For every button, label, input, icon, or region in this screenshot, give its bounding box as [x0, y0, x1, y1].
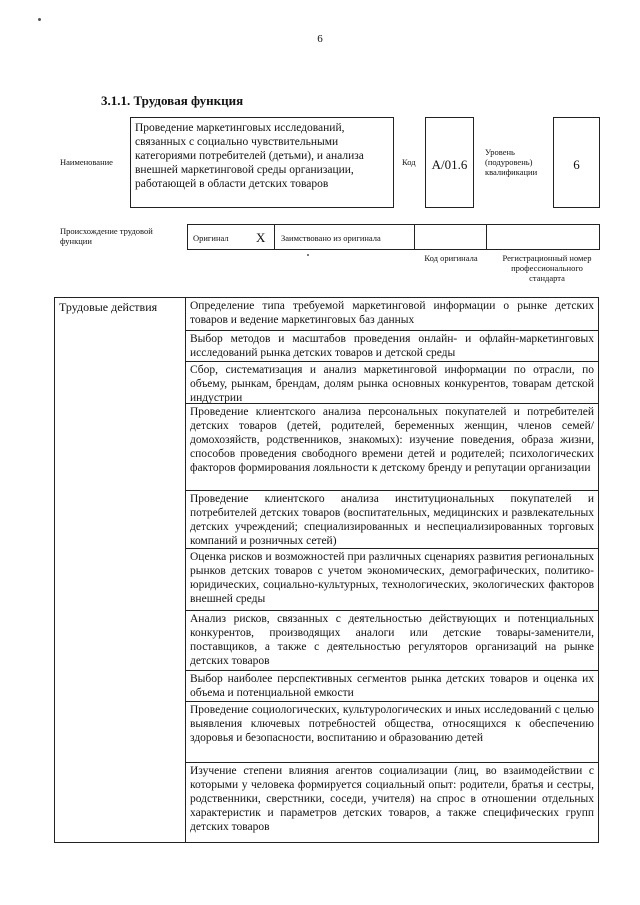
borrowed-label: Заимствовано из оригинала	[281, 233, 381, 243]
section-title: 3.1.1. Трудовая функция	[101, 93, 244, 108]
labor-action-item: Проведение клиентского анализа институциональных покупателей и потребителей детских товаров (воспитательных, медицинских и развлекательных детских учреждений; специализированных и неспециализированных торговых компаний и розничных сетей)	[186, 490, 598, 548]
level-label: Уровень (подуровень) квалификации	[485, 147, 538, 177]
labor-action-item: Сбор, систематизация и анализ маркетинговой информации по отрасли, по объему, рынкам, брендам, долям рынка основных конкурентов, товарам детской индустрии	[186, 361, 598, 403]
origin-label: Происхождение трудовой функции	[60, 226, 153, 246]
labor-actions-table	[54, 297, 599, 843]
original-mark: X	[256, 230, 266, 245]
original-box	[187, 224, 275, 250]
labor-action-item: Анализ рисков, связанных с деятельностью действующих и потенциальных конкурентов, производящих аналоги или детские товары-заменители, поставщиков, а также с деятельностью регуляторов организаций на рынке детских товаров	[186, 610, 598, 670]
borrowed-box	[274, 224, 415, 250]
labor-action-item: Оценка рисков и возможностей при различных сценариях развития региональных рынков детских товаров с учетом экономических, демографических, политико-юридических, социально-культурных, технологических, экологических факторов внешней среды	[186, 548, 598, 610]
reg-number-label: Регистрационный номер профессионального стандарта	[502, 253, 592, 283]
labor-action-item: Проведение клиентского анализа персональных покупателей и потребителей детских товаров (детей, родителей, беременных женщин, членов семей/домохозяйств, родственников, знакомых): изучение поведения, образа жизни, способов проведения свободного времени детей и родителей; психологических факторов формирования лояльности к детскому бренду и репутации организации	[186, 403, 598, 490]
original-label: Оригинал	[193, 233, 229, 243]
labor-action-item: Определение типа требуемой маркетинговой информации о рынке детских товаров и ведение маркетинговых баз данных	[190, 300, 594, 326]
labor-action-item: Выбор наиболее перспективных сегментов рынка детских товаров и оценка их объема и потенциальной емкости	[186, 670, 598, 701]
code-label: Код	[402, 157, 416, 167]
code-original-label: Код оригинала	[424, 253, 478, 263]
code-box	[425, 117, 474, 208]
code-original-box	[414, 224, 487, 250]
labor-action-item: Изучение степени влияния агентов социализации (лиц, во взаимодействии с которыми у человека формируется социальный опыт: родители, братья и сестры, родственники, сверстники, соседи, учителя) на спрос в отношении отдельных характеристик и параметров детских товаров, а также специфических групп детских товаров	[186, 762, 598, 842]
scan-mark	[307, 254, 309, 256]
level-box	[553, 117, 600, 208]
labor-action-item: Выбор методов и масштабов проведения онлайн- и офлайн-маркетинговых исследований рынка детских товаров и детской среды	[186, 330, 598, 361]
labor-actions-list	[186, 298, 599, 843]
page-number: 6	[317, 33, 323, 45]
code-value: A/01.6	[431, 157, 468, 172]
name-box	[130, 117, 394, 208]
name-value: Проведение маркетинговых исследований, связанных с социально чувствительными категориями потребителей (детьми), и анализа внешней маркетинговой среды организации, работающей в области детских товаров	[135, 122, 364, 190]
reg-number-box	[486, 224, 600, 250]
labor-actions-label: Трудовые действия	[55, 298, 186, 843]
name-label: Наименование	[60, 157, 113, 167]
level-value: 6	[573, 157, 580, 172]
labor-action-item: Проведение социологических, культурологических и иных исследований с целью выявления ключевых потребностей общества, относящихся к обеспечению здоровья и безопасности, воспитанию и образованию детей	[186, 701, 598, 762]
scan-mark	[38, 18, 41, 21]
